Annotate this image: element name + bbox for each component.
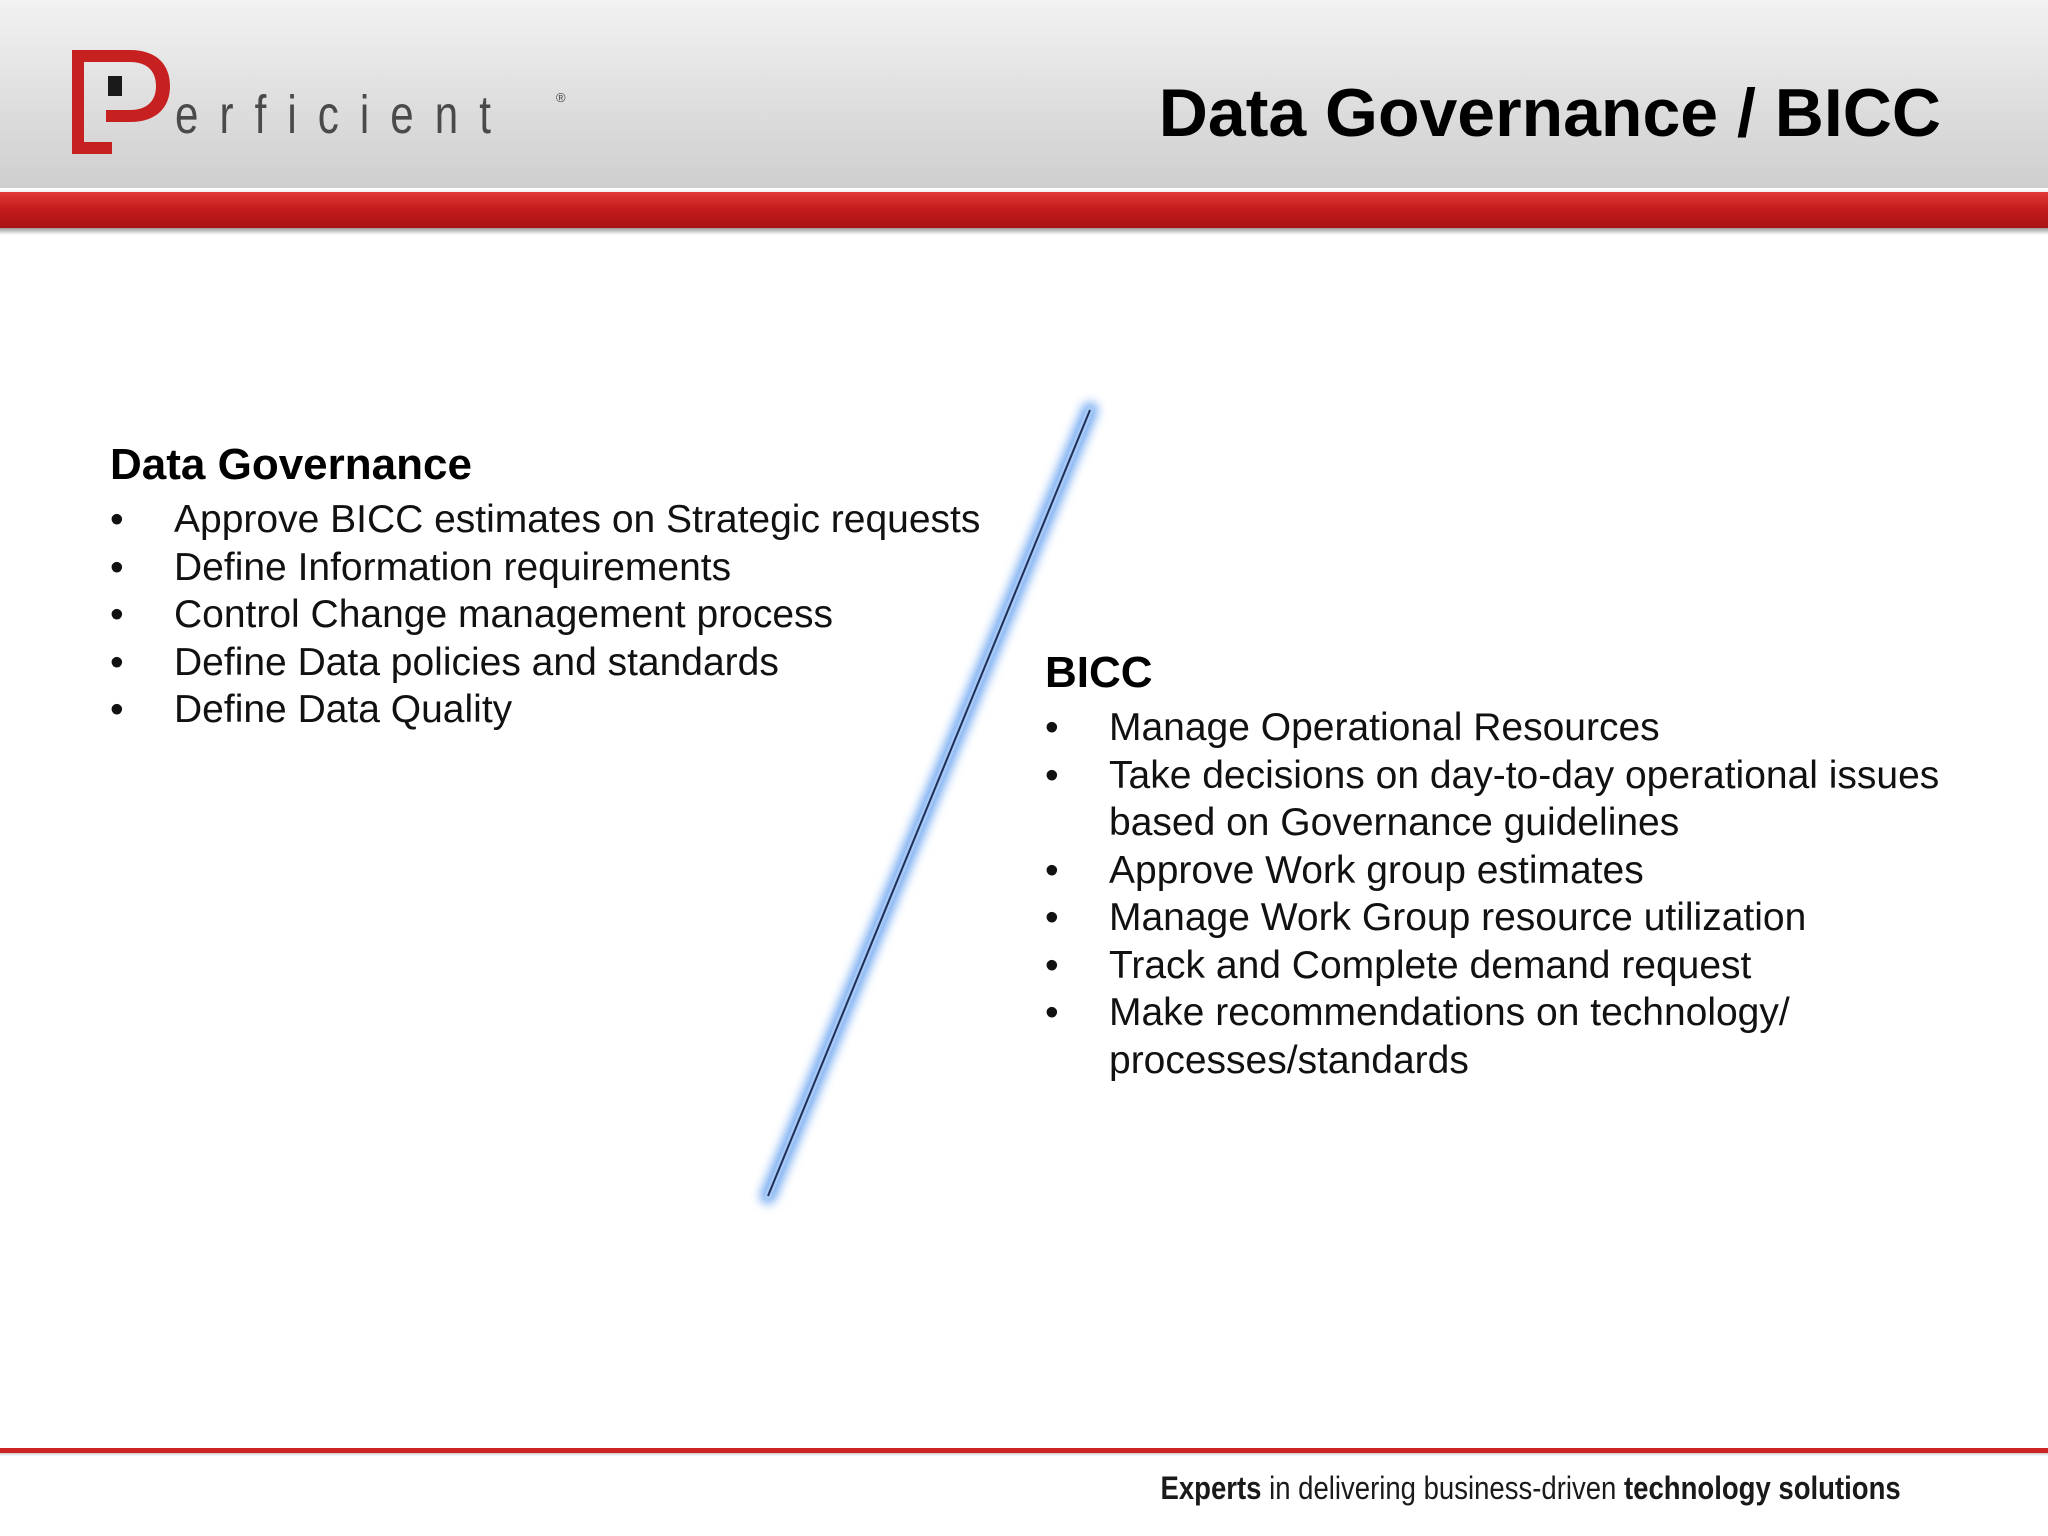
list-item: • Define Data Quality (110, 686, 1010, 734)
list-item: • Define Information requirements (110, 544, 1010, 592)
list-item: • Manage Operational Resources (1045, 704, 1985, 752)
list-item: • Approve BICC estimates on Strategic requests (110, 496, 1010, 544)
bicc-heading: BICC (1045, 648, 1153, 697)
list-item: • Define Data policies and standards (110, 639, 1010, 687)
list-item: • Take decisions on day-to-day operational issues based on Governance guidelines (1045, 752, 1985, 847)
logo-registered-mark: ® (556, 90, 566, 105)
list-item: • Track and Complete demand request (1045, 942, 1985, 990)
footer-tagline (1161, 1470, 1901, 1507)
bicc-section (1045, 648, 1985, 1084)
list-item: • Make recommendations on technology/ processes/standards (1045, 989, 1985, 1084)
list-item: • Control Change management process (110, 591, 1010, 639)
footer-line-shadow (0, 1453, 2048, 1456)
logo-wordmark: erficient (175, 85, 513, 145)
bicc-list (1045, 704, 1985, 1084)
data-governance-heading: Data Governance (110, 440, 472, 489)
tagline-middle: in delivering business-driven (1261, 1470, 1625, 1506)
list-item: • Approve Work group estimates (1045, 847, 1985, 895)
tagline-technology-solutions: technology solutions (1624, 1470, 1901, 1506)
slide-title: Data Governance / BICC (1158, 75, 1941, 151)
tagline-experts: Experts (1160, 1470, 1262, 1506)
list-item: • Manage Work Group resource utilization (1045, 894, 1985, 942)
